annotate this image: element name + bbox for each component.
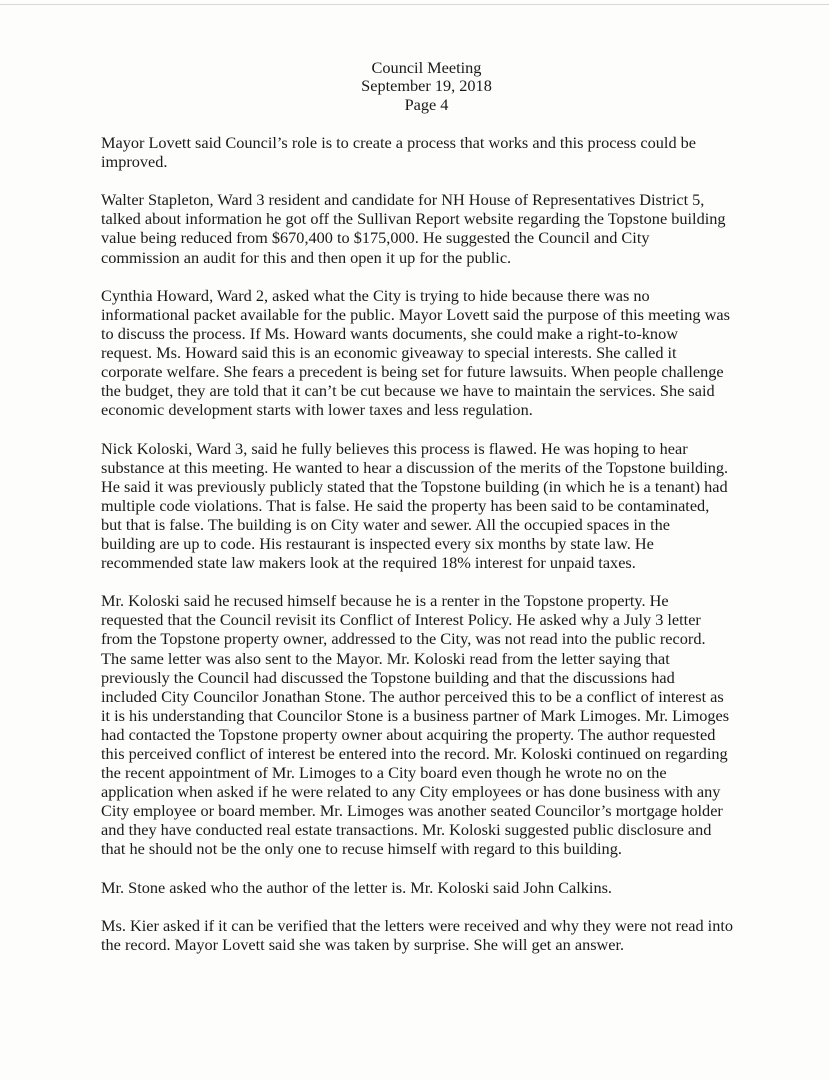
paragraph <box>101 439 741 573</box>
text-line: to discuss the process. If Ms. Howard wants documents, she could make a right-to-know <box>101 323 678 343</box>
paragraph <box>101 916 741 954</box>
scan-edge-line <box>0 4 829 5</box>
text-line: recommended state law makers look at the required 18% interest for unpaid taxes. <box>101 553 636 573</box>
text-line: Mr. Koloski said he recused himself because he is a renter in the Topstone property. He <box>101 591 669 611</box>
page-number: Page 4 <box>404 94 449 114</box>
text-line: it is his understanding that Councilor Stone is a business partner of Mark Limoges. Mr. Limoges <box>101 705 730 725</box>
text-line: multiple code violations. That is false. He said the property has been said to be contaminated, <box>101 495 710 515</box>
text-line: Mayor Lovett said Council’s role is to create a process that works and this process could be <box>101 133 697 152</box>
text-line: The same letter was also sent to the Mayor. Mr. Koloski read from the letter saying that <box>101 648 670 668</box>
text-line: the budget, they are told that it can’t be cut because we have to maintain the services. She said <box>101 381 715 401</box>
text-line: informational packet available for the public. Mayor Lovett said the purpose of this meeting was <box>101 304 730 324</box>
text-line: corporate welfare. She fears a precedent is being set for future lawsuits. When people challenge <box>101 362 724 382</box>
text-line: commission an audit for this and then open it up for the public. <box>101 247 512 267</box>
document-header <box>12 59 829 114</box>
paragraph <box>101 133 741 171</box>
text-line: this perceived conflict of interest be entered into the record. Mr. Koloski continued on regarding <box>101 744 728 763</box>
text-line: previously the Council had discussed the Topstone building and that the discussions had <box>101 667 675 687</box>
text-line: improved. <box>101 152 168 172</box>
text-line: He said it was previously publicly stated that the Topstone building (in which he is a tenant) had <box>101 476 728 496</box>
text-line: request. Ms. Howard said this is an economic giveaway to special interests. She called it <box>101 343 677 363</box>
text-line: Mr. Stone asked who the author of the letter is. Mr. Koloski said John Calkins. <box>101 877 612 897</box>
text-line: building are up to code. His restaurant is inspected every six months by state law. He <box>101 533 654 553</box>
paragraph <box>101 286 741 420</box>
text-line: talked about information he got off the Sullivan Report website regarding the Topstone building <box>101 209 726 229</box>
text-line: requested that the Council revisit its Conflict of Interest Policy. He asked why a July 3 letter <box>101 610 701 630</box>
text-line: Nick Koloski, Ward 3, said he fully believes this process is flawed. He was hoping to hear <box>101 438 688 458</box>
text-line: value being reduced from $670,400 to $175,000. He suggested the Council and City <box>101 228 650 248</box>
text-line: but that is false. The building is on City water and sewer. All the occupied spaces in the <box>101 514 670 534</box>
document-body <box>101 133 741 973</box>
text-line: the recent appointment of Mr. Limoges to a City board even though he wrote no on the <box>101 763 667 783</box>
text-line: that he should not be the only one to recuse himself with regard to this building. <box>101 839 622 859</box>
text-line: included City Councilor Jonathan Stone. The author perceived this to be a conflict of interest as <box>101 686 724 706</box>
text-line: Cynthia Howard, Ward 2, asked what the City is trying to hide because there was no <box>101 285 650 305</box>
text-line: Ms. Kier asked if it can be verified that the letters were received and why they were not read into <box>101 915 734 935</box>
paragraph <box>101 190 741 266</box>
paragraph <box>101 878 741 897</box>
text-line: Walter Stapleton, Ward 3 resident and candidate for NH House of Representatives District 5, <box>101 190 705 210</box>
text-line: City employee or board member. Mr. Limoges was another seated Councilor’s mortgage holder <box>101 801 723 821</box>
text-line: from the Topstone property owner, addressed to the City, was not read into the public record. <box>101 629 706 649</box>
text-line: economic development starts with lower taxes and less regulation. <box>101 400 533 420</box>
text-line: application when asked if he were related to any City employees or has done business with any <box>101 782 721 802</box>
meeting-date: September 19, 2018 <box>361 76 492 96</box>
text-line: and they have conducted real estate transactions. Mr. Koloski suggested public disclosure and <box>101 820 712 840</box>
text-line: had contacted the Topstone property owner about acquiring the property. The author requested <box>101 724 716 744</box>
text-line: substance at this meeting. He wanted to hear a discussion of the merits of the Topstone building. <box>101 457 729 477</box>
document-title: Council Meeting <box>371 58 482 77</box>
text-line: the record. Mayor Lovett said she was taken by surprise. She will get an answer. <box>101 934 625 954</box>
paragraph <box>101 591 741 858</box>
